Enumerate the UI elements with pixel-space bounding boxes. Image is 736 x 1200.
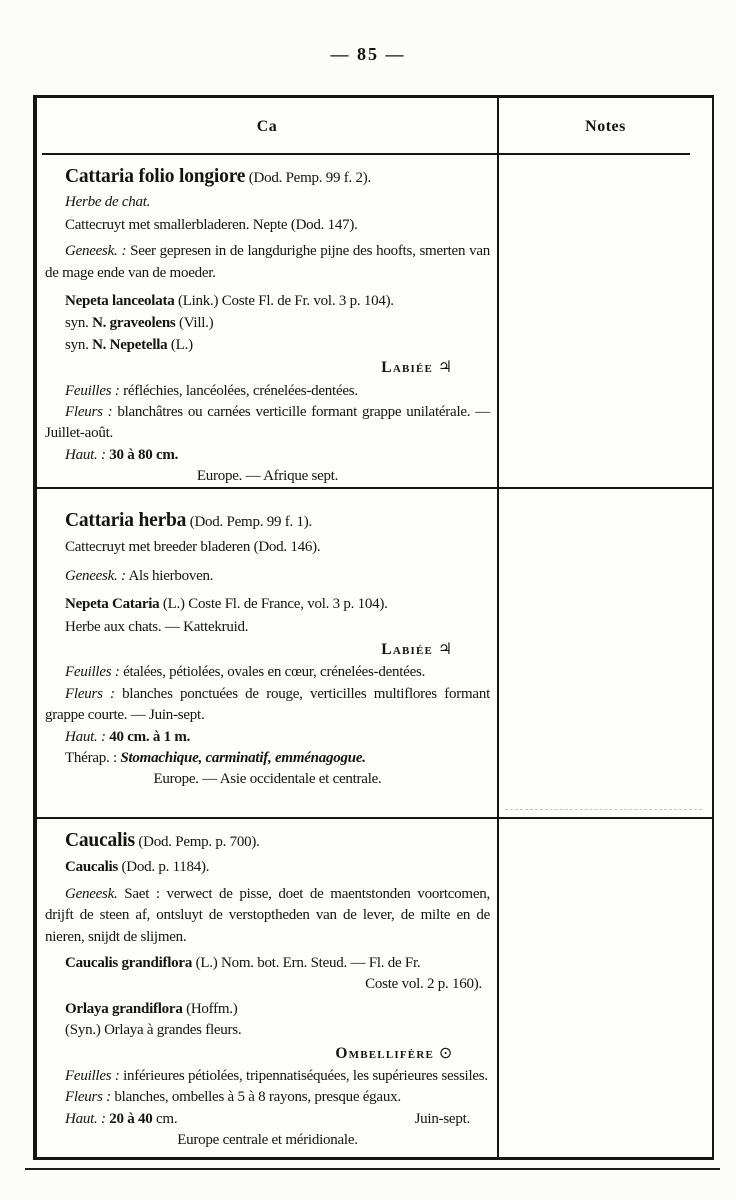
text-segment: (Link.) Coste Fl. de Fr. vol. 3 p. 104). — [174, 293, 394, 310]
text-segment: Geneesk. : — [65, 243, 127, 260]
text-segment: 40 cm. à 1 m. — [105, 728, 191, 745]
text-segment: Stomachique, carminatif, emménagogue. — [120, 750, 366, 767]
text-segment: ♃ — [433, 639, 452, 659]
text-line — [45, 192, 490, 213]
text-line — [45, 1130, 490, 1151]
text-segment: 20 à 40 — [105, 1110, 153, 1127]
text-line-left — [45, 1109, 177, 1130]
text-segment: N. Nepetella — [92, 336, 168, 353]
text-line — [45, 313, 490, 334]
notes-cell-3 — [499, 819, 712, 1157]
text-segment: 30 à 80 cm. — [105, 446, 179, 463]
text-segment: Haut. : — [65, 446, 106, 463]
text-line — [45, 335, 490, 356]
text-line — [45, 466, 490, 487]
text-segment: Labiée — [381, 641, 434, 659]
text-line — [45, 241, 490, 284]
text-segment: Geneesk. — [65, 885, 118, 902]
text-line — [45, 594, 490, 615]
text-line — [45, 1087, 490, 1108]
text-segment: (L.) Nom. bot. Ern. Steud. — Fl. de Fr. — [192, 955, 421, 972]
text-segment: Orlaya grandiflora — [65, 1000, 183, 1017]
column-header-notes — [499, 98, 712, 155]
text-segment: Feuilles : — [65, 382, 120, 399]
text-segment: Coste vol. 2 p. 160). — [365, 976, 482, 993]
text-segment: Europe. — Afrique sept. — [196, 468, 339, 485]
text-line — [45, 445, 490, 466]
bottom-rule — [25, 1168, 720, 1170]
entry-cattaria-herba — [37, 489, 499, 819]
text-line — [45, 1066, 490, 1087]
text-segment: cm. — [152, 1110, 178, 1127]
text-line — [45, 684, 490, 727]
notes-cell-2 — [499, 489, 712, 819]
entry-cattaria-folio-longiore — [37, 155, 499, 489]
text-segment: Europe. — Asie occidentale et centrale. — [153, 771, 382, 788]
text-line — [45, 662, 490, 683]
text-segment: N. graveolens — [92, 315, 176, 332]
text-segment: Haut. : — [65, 1110, 106, 1127]
text-segment: blanches ponctuées de rouge, verticilles multiflores formant grappe courte. — Juin-sept. — [45, 685, 490, 724]
text-line — [45, 769, 490, 790]
text-segment: Juin-sept. — [414, 1110, 470, 1127]
text-segment: ♃ — [433, 357, 452, 377]
text-line — [45, 884, 490, 948]
text-segment: Caucalis — [65, 830, 135, 851]
text-segment: Als hierboven. — [125, 567, 214, 584]
text-line — [45, 953, 490, 974]
text-segment: syn. — [65, 336, 93, 353]
botanical-table — [33, 95, 714, 1160]
text-segment: Labiée — [381, 359, 434, 377]
text-line — [45, 830, 490, 853]
text-segment: (Syn.) Orlaya à grandes fleurs. — [65, 1022, 242, 1039]
text-segment: Feuilles : — [65, 664, 120, 681]
text-line — [45, 166, 490, 189]
text-segment: réfléchies, lancéolées, crénelées-dentées. — [119, 382, 358, 399]
column-header-ca-label: Ca — [256, 117, 278, 135]
text-segment: Seer gepresen in de langdurighe pijne des hoofts, smerten van de mage ende van de moeder. — [45, 243, 491, 281]
text-line — [45, 1109, 490, 1130]
text-segment: (Dod. Pemp. 99 f. 2). — [245, 170, 372, 186]
text-line — [45, 1042, 490, 1065]
text-segment: blanches, ombelles à 5 à 8 rayons, presque égaux. — [110, 1089, 401, 1106]
text-segment: Ombellifère — [335, 1044, 434, 1062]
text-segment: Thérap. : — [65, 750, 121, 767]
text-line — [45, 1020, 490, 1041]
text-segment: Cattaria herba — [65, 510, 187, 531]
text-line — [45, 402, 490, 445]
text-segment: Caucalis grandiflora — [65, 955, 193, 972]
text-segment: Europe centrale et méridionale. — [177, 1132, 358, 1149]
text-segment: Cattaria folio longiore — [65, 166, 246, 187]
text-line — [45, 291, 490, 312]
text-segment: Caucalis — [65, 859, 119, 876]
text-segment: (L.) — [167, 336, 193, 353]
text-segment: Saet : verwect de pisse, doet de maentstonden voortcomen, drijft de steen af, ontsluyt de verstoptheden van de lever, de milte en de nieren, snijdt de slijmen. — [45, 885, 490, 945]
text-line — [45, 537, 490, 558]
text-line — [45, 727, 490, 748]
text-segment: Herbe de chat. — [65, 194, 151, 211]
text-segment: (Dod. Pemp. 99 f. 1). — [186, 514, 312, 530]
text-line — [45, 381, 490, 402]
text-segment: étalées, pétiolées, ovales en cœur, crénelées-dentées. — [119, 664, 426, 681]
text-segment: ⊙ — [434, 1042, 452, 1062]
text-segment: Fleurs : — [65, 685, 115, 702]
text-segment: Haut. : — [65, 728, 106, 745]
text-line — [45, 974, 490, 995]
notes-cell-1 — [499, 155, 712, 489]
text-segment: Nepeta Cataria — [65, 596, 160, 613]
text-line — [45, 566, 490, 587]
text-line — [45, 510, 490, 533]
entry-caucalis — [37, 819, 499, 1157]
text-line — [45, 356, 490, 379]
text-segment: (Dod. Pemp. p. 700). — [134, 834, 260, 850]
page-number: — 85 — — [330, 44, 406, 64]
text-line — [45, 215, 490, 236]
text-line-right — [415, 1109, 470, 1130]
text-segment: (Dod. p. 1184). — [118, 859, 210, 876]
text-segment: blanchâtres ou carnées verticille formant grappe unilatérale. — Juillet-août. — [45, 404, 490, 442]
text-line — [45, 638, 490, 661]
text-segment: syn. — [65, 315, 93, 332]
text-segment: (L.) Coste Fl. de France, vol. 3 p. 104). — [159, 596, 388, 613]
column-header-ca — [37, 98, 499, 155]
text-segment: Nepeta lanceolata — [65, 293, 175, 310]
text-segment: Feuilles : — [65, 1068, 120, 1085]
text-segment: inférieures pétiolées, tripennatiséquées, les supérieures sessiles. — [119, 1068, 488, 1085]
text-segment: Cattecruyt met smallerbladeren. Nepte (Dod. 147). — [65, 216, 358, 233]
text-segment: (Hoffm.) — [182, 1000, 238, 1017]
text-segment: Cattecruyt met breeder bladeren (Dod. 146). — [65, 539, 321, 556]
text-segment: (Vill.) — [175, 315, 214, 332]
text-line — [45, 748, 490, 769]
text-segment: Fleurs : — [65, 404, 113, 421]
text-segment: Geneesk. : — [65, 567, 126, 584]
text-segment: Herbe aux chats. — Kattekruid. — [65, 618, 249, 635]
text-line — [45, 857, 490, 878]
text-line — [45, 999, 490, 1020]
column-header-notes-label: Notes — [585, 117, 626, 135]
text-line — [45, 617, 490, 638]
text-segment: Fleurs : — [65, 1089, 111, 1106]
